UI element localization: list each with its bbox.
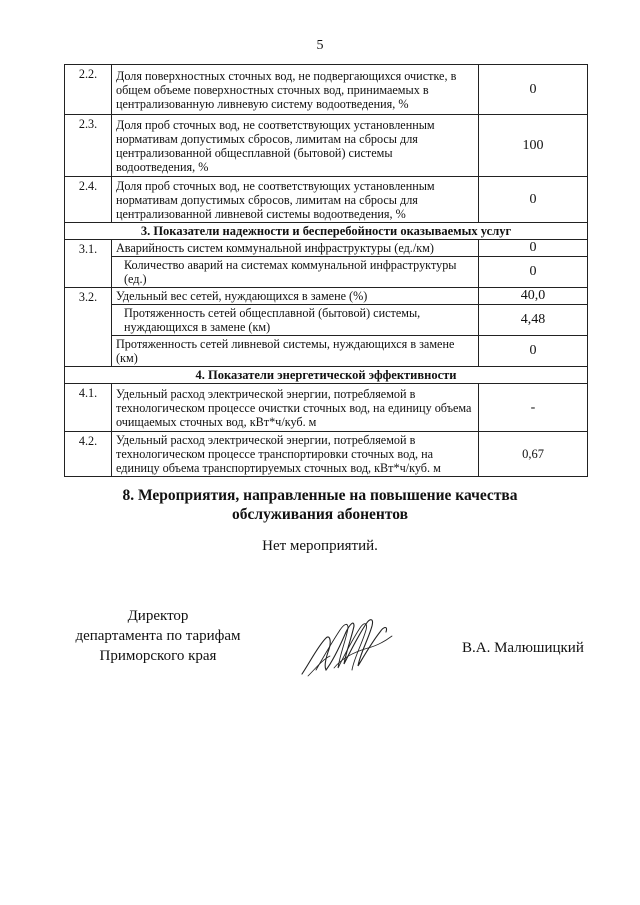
table-row (65, 288, 588, 305)
section-8-heading-line2: обслуживания абонентов (232, 506, 408, 523)
row-description: Аварийность систем коммунальной инфраструктуры (ед./км) (112, 240, 479, 257)
section-title: 4. Показатели энергетической эффективности (65, 367, 588, 384)
row-value: 4,48 (479, 305, 588, 336)
row-value: 0 (479, 177, 588, 223)
table-row (65, 240, 588, 257)
section-row (65, 223, 588, 240)
row-value: 0,67 (479, 432, 588, 477)
no-measures-text: Нет мероприятий. (262, 538, 378, 554)
signer-title-line3: Приморского края (99, 648, 217, 664)
row-description: Количество аварий на системах коммунальной инфраструктуры (ед.) (112, 257, 479, 288)
table-subrow (65, 257, 588, 288)
row-description: Доля проб сточных вод, не соответствующих установленным нормативам допустимых сбросов, лимитам на сбросы для централизованной общесплавной (бытовой) системы водоотведения, % (112, 115, 479, 177)
signer-title-line1: Директор (127, 608, 189, 624)
table-row (65, 177, 588, 223)
section-title: 3. Показатели надежности и бесперебойности оказываемых услуг (65, 223, 588, 240)
row-value: 0 (479, 240, 588, 257)
row-description: Удельный расход электрической энергии, потребляемой в технологическом процессе транспортировки сточных вод, на единицу объема транспортируемых сточных вод, кВт*ч/куб. м (112, 432, 479, 477)
row-number: 3.2. (65, 288, 112, 367)
section-8-heading (0, 486, 640, 524)
row-description: Удельный вес сетей, нуждающихся в замене (%) (112, 288, 479, 305)
table-subrow (65, 305, 588, 336)
row-number: 4.1. (65, 384, 112, 432)
signer-name: В.А. Малюшицкий (462, 640, 584, 656)
table-row (65, 432, 588, 477)
row-number: 2.4. (65, 177, 112, 223)
row-value: 100 (479, 115, 588, 177)
row-number: 2.2. (65, 65, 112, 115)
signer-title (56, 606, 260, 666)
row-description: Протяженность сетей ливневой системы, нуждающихся в замене (км) (112, 336, 479, 367)
row-description: Протяженность сетей общесплавной (бытовой) системы, нуждающихся в замене (км) (112, 305, 479, 336)
row-description: Доля проб сточных вод, не соответствующих установленным нормативам допустимых сбросов, лимитам на сбросы для централизованной ливневой системы водоотведения, % (112, 177, 479, 223)
row-value: 0 (479, 65, 588, 115)
table-row (65, 115, 588, 177)
row-value: 40,0 (479, 288, 588, 305)
table-row (65, 65, 588, 115)
section-8-heading-line1: 8. Мероприятия, направленные на повышение качества (122, 487, 518, 504)
row-value: - (479, 384, 588, 432)
handwritten-signature (296, 612, 396, 678)
table-row (65, 384, 588, 432)
row-description: Удельный расход электрической энергии, потребляемой в технологическом процессе очистки сточных вод, на единицу объема очищаемых сточных вод, кВт*ч/куб. м (112, 384, 479, 432)
row-number: 2.3. (65, 115, 112, 177)
signer-title-line2: департамента по тарифам (75, 628, 241, 644)
indicators-table (64, 64, 588, 477)
row-number: 4.2. (65, 432, 112, 477)
row-value: 0 (479, 336, 588, 367)
row-description: Доля поверхностных сточных вод, не подвергающихся очистке, в общем объеме поверхностных сточных вод, принимаемых в централизованную ливневую систему водоотведения, % (112, 65, 479, 115)
row-number: 3.1. (65, 240, 112, 288)
section-row (65, 367, 588, 384)
page-number: 5 (316, 38, 324, 53)
row-value: 0 (479, 257, 588, 288)
table-subrow (65, 336, 588, 367)
